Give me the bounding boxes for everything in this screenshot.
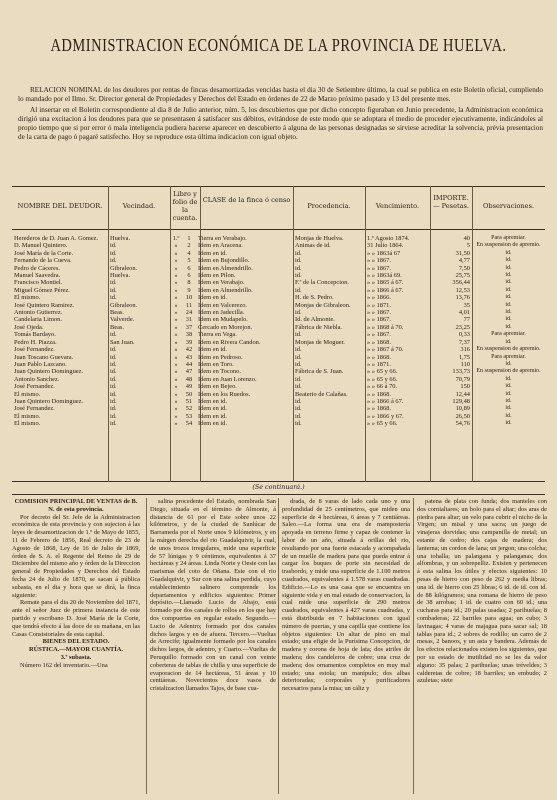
libro-cell: » [174,353,178,361]
clase-cell: Idem en Almendrillo. [198,286,253,294]
importe-cell: 12,44 [455,390,470,398]
vecindad-cell: id. [110,353,117,361]
clase-cell: Idem en Jadecilla. [198,309,245,317]
vencimiento-cell: » » 1868. [367,405,391,413]
folio-cell: 37 [185,323,193,331]
table-row [12,316,545,323]
libro-cell: » [174,257,178,265]
libro-cell: » [174,412,178,420]
clase-cell: Idem en id. [198,405,227,413]
folio-cell: 39 [185,338,193,346]
table-row [12,235,545,242]
libro-cell: » [174,368,178,376]
libro-cell: » [174,294,178,302]
observaciones-cell: id. [505,412,512,419]
vecindad-cell: id. [110,257,117,265]
column-3-body: drada, de 8 varas de lado cada uno y una profundidad de 25 centímetros, que miden una superficie de 4 hectáreas, 6 áreas y 7 centiáreas. Saleo.—La forma una era de mampostería apoyada en terreno firme y capaz de contener la labor de un año, situada á orillas del rio, resultando por una fuerte estacada y acompañada de un muelle de madera para que pueda entrar á cargar los buques de porte sin necesidad de trasbordo, y mide una superficie de 1.100 metros cuadrados, equivalentes á 1.578 varas cuadradas. Edificio.—Lo es una casa que se encuentra en siguiente vida y en mal estado de conservacion, la cual mide una superficie de 290 metros cuadrados, equivalentes á 427 varas cuadradas, y está distribuida en 7 habitaciones con igual número de puertas, y una capilla que contiene los objetos siguientes: Un altar de pino en mal estado; una efigie de la Purísima Concepcion, de madera y corona de hoja de lata; dos atriles de madera; dos candeleros de cobre; una cruz de madera; dos ornamentos completos en muy mal estado; una estola; un manípulo; dos albas deterioradas; corporales y purificadores necesarios para la misa; un cáliz y [282,498,410,693]
debtor-name-cell: José María de la Corte. [14,249,74,257]
vencimiento-cell: » » 1868. [367,390,391,398]
clase-cell: Idem en Valcerezo. [198,301,248,309]
vecindad-cell: id. [110,346,117,354]
observaciones-cell: Para apremiar. [491,331,526,338]
vecindad-cell: id. [110,375,117,383]
vecindad-cell: id. [110,279,117,287]
libro-cell: » [174,390,178,398]
header-vencimiento: Vencimiento. [375,202,420,210]
libro-cell: » [174,405,178,413]
libro-cell: » [174,309,178,317]
folio-cell: 44 [185,360,193,368]
table-row [12,405,545,412]
table-row [12,250,545,257]
importe-cell: 54,76 [455,420,470,428]
column-4 [417,498,547,798]
folio-cell: 50 [185,390,193,398]
procedencia-cell: id. [295,375,302,383]
folio-cell: 54 [185,420,193,428]
observaciones-cell: id. [505,397,512,404]
observaciones-cell: id. [505,286,512,293]
table-row [12,331,545,338]
table-row [12,354,545,361]
vencimiento-cell: » » 1868. [367,353,391,361]
importe-cell: 70,79 [455,375,470,383]
vecindad-cell: Huelva. [110,235,131,242]
observaciones-cell: id. [505,405,512,412]
column-1-body-2: Remate para el dia 20 de Noviembre del 1871, ante el señor Juez de primera instancia de este partido y escribano D. José María de la Corte, que tendrá efecto á las doce de su mañana, en las Casas Consistoriales de esta capital. [12,599,140,638]
vecindad-cell: id. [110,294,117,302]
observaciones-cell: id. [505,249,512,256]
libro-cell: » [174,331,178,339]
observaciones-cell: id. [505,360,512,367]
procedencia-cell: id. [295,286,302,294]
debtor-name-cell: Antonio Sanchez. [14,375,60,383]
importe-cell: 7,37 [458,338,470,346]
vecindad-cell: id. [110,412,117,420]
observaciones-cell: id. [505,375,512,382]
table-row [12,272,545,279]
observaciones-cell: id. [505,338,512,345]
debtor-name-cell: Herederos de D. Juan A. Gomez. [14,235,99,242]
folio-cell: 9 [187,286,191,294]
folio-cell: 47 [185,368,193,376]
debtor-name-cell: Candelaria Limon. [14,316,62,324]
procedencia-cell: Fábrica de S. Juan. [295,368,344,376]
procedencia-cell: id. [295,397,302,405]
procedencia-cell: F.ª de la Concepcion. [295,279,349,287]
folio-cell: 11 [185,301,193,309]
column-1-subheading-3: 3.ª subasta. [60,653,92,661]
vecindad-cell: id. [110,368,117,376]
vencimiento-cell: » » 1866. [367,294,391,302]
column-3 [282,498,410,798]
debtor-name-cell: Francisco Montiel. [14,279,63,287]
observaciones-cell: En suspension de apremio. [476,242,541,249]
debtor-name-cell: José Quintero Ramirez. [14,301,75,309]
vencimiento-cell: » » 65 y 66. [367,420,398,428]
header-clase: CLASE de la finca ó censo [202,196,291,204]
procedencia-cell: id. [295,346,302,354]
vencimiento-cell: » » 1867. [367,309,391,317]
table-row [12,413,545,420]
debtor-name-cell: Miguel Gómez Pérez. [14,286,70,294]
observaciones-cell: id. [505,383,512,390]
libro-cell: » [174,420,178,428]
folio-cell: 10 [185,294,193,302]
folio-cell: 8 [187,279,191,287]
importe-cell: 12,53 [455,286,470,294]
table-row [12,398,545,405]
importe-cell: 5 [466,242,470,250]
libro-cell: » [174,338,178,346]
importe-cell: 23,25 [455,323,470,331]
procedencia-cell: id. [295,383,302,391]
vencimiento-cell: » » 1867. [367,316,391,324]
folio-cell: 53 [185,412,193,420]
column-1-subheading-2: RÚSTICA.—MAYOR CUANTÍA. [28,646,124,654]
text-columns [10,498,550,798]
table-header-rule [12,229,545,230]
vecindad-cell: Beas. [110,323,125,331]
debtor-name-cell: Juan Pablo Lazcano. [14,360,67,368]
clase-cell: Idem en Pilon. [198,272,236,280]
clase-cell: Idem en Bujondillo. [198,257,250,265]
debtor-name-cell: Juan Toscano Guevara. [14,353,74,361]
vencimiento-cell: » » 1865 á 67. [367,279,404,287]
table-row [12,376,545,383]
procedencia-cell: id. [295,264,302,272]
vencimiento-cell: » » 1867 á 70. [367,346,404,354]
libro-cell: » [174,264,178,272]
vecindad-cell: id. [110,390,117,398]
vecindad-cell: Gibraleon. [110,301,138,309]
debtor-name-cell: D. Manuel Quintero. [14,242,68,250]
libro-cell: » [174,316,178,324]
table-header [12,186,545,228]
debtor-name-cell: José Fernandez. [14,383,55,391]
header-procedencia: Procedencia. [307,202,351,210]
importe-cell: 110 [460,360,470,368]
clase-cell: Idem en id. [198,294,227,302]
column-1-subheading: BIENES DEL ESTADO. [42,638,110,646]
clase-cell: Idem en Tocono. [198,368,241,376]
vecindad-cell: Huelva. [110,272,131,280]
folio-cell: 49 [185,383,193,391]
vencimiento-cell: » » 1867. [367,257,391,265]
table-row [12,324,545,331]
clase-cell: Idem en id. [198,249,227,257]
observaciones-cell: En suspension de apremio. [476,368,541,375]
libro-cell: » [174,360,178,368]
clase-cell: Idem en Almendrillo. [198,264,253,272]
table-row [12,287,545,294]
folio-cell: 31 [185,316,193,324]
debtor-name-cell: El mismo. [14,390,41,398]
observaciones-cell: id. [505,272,512,279]
observaciones-cell: id. [505,264,512,271]
procedencia-cell: id. [295,353,302,361]
clase-cell: Idem en id. [198,346,227,354]
vecindad-cell: id. [110,331,117,339]
folio-cell: 1 [187,235,191,242]
columns-top-rule [12,494,545,495]
libro-cell: » [174,397,178,405]
clase-cell: Idem en Juan Lorenzo. [198,375,257,383]
header-obs: Observaciones. [482,202,535,210]
libro-cell: » [174,279,178,287]
procedencia-cell: id. [295,257,302,265]
procedencia-cell: Animas de id. [295,242,331,250]
observaciones-cell: id. [505,257,512,264]
debtor-name-cell: Tomás Bardayo. [14,331,56,339]
observaciones-cell: id. [505,323,512,330]
table-row [12,242,545,249]
clase-cell: Idem en id. [198,420,227,428]
table-row [12,257,545,264]
vecindad-cell: id. [110,383,117,391]
debtor-name-cell: José Fernandez. [14,405,55,413]
clase-cell: Tierra en Verabajo. [198,235,247,242]
observaciones-cell: Para apremiar. [491,235,526,241]
procedencia-cell: id. [295,331,302,339]
libro-cell: » [174,249,178,257]
debtor-name-cell: Pedro H. Piazza. [14,338,57,346]
clase-cell: Tierra en Vega. [198,331,237,339]
vencimiento-cell: » » 66 á 70. [367,383,397,391]
debtor-name-cell: Juan Quintero Dominguez. [14,368,84,376]
intro-paragraph-1: RELACION NOMINAL de los deudores por rentas de fincas desamortizadas vencidas hasta el dia 30 de Setiembre último, la cual se publica en este Boletín oficial, cumpliendo lo mandado por el Ilmo. Sr. Director general de Propiedades y Derechos del Estado en órdenes de 22 de Marzo próximo pasado y 13 del presente mes. [18,86,543,104]
clase-cell: Idem en Rivera Candon. [198,338,261,346]
vencimiento-cell: 1.º Agosto 1874. [367,235,410,242]
debtor-name-cell: El mismo. [14,294,41,302]
folio-cell: 24 [185,309,193,317]
intro-text [18,86,543,144]
procedencia-cell: id. [295,420,302,428]
importe-cell: 26,50 [455,412,470,420]
column-1-heading: COMISION PRINCIPAL DE VENTAS de B. N. de esta provincia. [14,498,138,513]
debtor-name-cell: Manuel Saavedra. [14,272,61,280]
procedencia-cell: id. [295,272,302,280]
folio-cell: 6 [187,272,191,280]
column-2-body: salina procedente del Estado, nombrada San Diego, situada en el término de Almonte, á distancia de 61 por el Este sobre unos 22 kilómetros, y de la ciudad de Sanlúcar de Barrameda por el Norte unos 9 kilómetros, y en la márgen derecha del rio Guadalquivir, la cual, de unos trozos irregulares, mide una superficie de 57 lúnigas y 9 céntimos, equivalentes á 37 hectáreas y 24 áreas. Linda Norte y Oeste con las marismas del coto de Oñana. Este con el rio Guadalquivir, y Sur con una salina perdida, cuyo establecimiento salinero comprende los departamentos y edificios siguientes: Primer depósito.—Llamado Lucio de Abajo, está formado por dos canales de rollos en los que hay dos compuertas en regular estado. Segundo.—Lucio de Adentro; formado por dos canales dichos largos y en de afuera. Tercero.—Vueltas de Arrecife; igualmente formado por los canales dichos largos, de adentro, y Cuarto.—Vueltas de Peruquillo formado con un canal con veinte coberteras de tablas de chilla y una superficie de evaporacion de 14 hectáreas, 51 áreas y 10 centiáreas. Novecientos doce vasos de cristalizacion llamados Tajos, de base cua- [150,498,276,693]
vecindad-cell: Valverde. [110,316,135,324]
clase-cell: Idem en id. [198,412,227,420]
table-row [12,368,545,375]
debtor-name-cell: Fernando de la Cueva. [14,257,72,265]
observaciones-cell: id. [505,420,512,427]
vecindad-cell: id. [110,249,117,257]
importe-cell: 13,76 [455,294,470,302]
debtor-name-cell: Pedro de Cáceres. [14,264,60,272]
vencimiento-cell: » » 1866 y 67. [367,412,404,420]
header-libro: Libro y folio de la cuenta. [172,190,198,222]
debtors-table [12,235,545,428]
vencimiento-cell: » » 65 y 66. [367,368,398,376]
debtor-name-cell: Juan Quintero Dominguez. [14,397,84,405]
importe-cell: 77 [463,316,470,324]
table-row [12,309,545,316]
folio-cell: 5 [187,257,191,265]
folio-cell: 4 [187,249,191,257]
vecindad-cell: id. [110,242,117,250]
intro-paragraph-2: Al insertar en el Boletin correspondiente al dia 8 de Julio anterior, núm. 5, los descubiertos que por dicho concepto figuraban en Junio precedente, la Administracion económica dirigió una excitacion á los deudores para que se presentasen á satisfacer sus débitos, evitándose de este modo que se adoptara el medio de proceder ejecutivamente, indicándoles al propio tiempo que si por error ó mala inteligencia pudiera hacerse aparecer en descubierto á alguna de las personas designadas se sirviese acreditar la solvencia, prévia presentacion de la carta de pago ó pagaré satisfecho. Hoy se reproduce esta última indicacion con igual objeto. [18,105,543,142]
procedencia-cell: H. de S. Pedro. [295,294,334,302]
vecindad-cell: id. [110,405,117,413]
observaciones-cell: id. [505,294,512,301]
clase-cell: Idem en Mudapelo. [198,316,248,324]
observaciones-cell: Para apremiar. [491,353,526,360]
table-row [12,383,545,390]
clase-cell: Idem en Verabajo. [198,279,245,287]
observaciones-cell: id. [505,390,512,397]
column-1-last: Número 162 del inventario.—Una [20,661,108,669]
clase-cell: Cercado en Morejon. [198,323,253,331]
column-1 [12,498,140,798]
table-row [12,361,545,368]
procedencia-cell: id. [295,249,302,257]
table-row [12,346,545,353]
clase-cell: Idem en id. [198,397,227,405]
header-name: NOMBRE DEL DEUDOR. [17,202,103,210]
observaciones-cell: id. [505,279,512,286]
vecindad-cell: id. [110,360,117,368]
procedencia-cell: id. [295,405,302,413]
vencimiento-cell: » » 1871. [367,360,391,368]
debtor-name-cell: Antonio Gutierrez. [14,309,63,317]
clase-cell: Idem en Bejeo. [198,383,237,391]
vencimiento-cell: » » 65 y 66. [367,375,398,383]
importe-cell: 4,77 [458,257,470,265]
procedencia-cell: Fábrica de Niebla. [295,323,343,331]
observaciones-cell: id. [505,316,512,323]
vencimiento-cell: » » 1871. [367,301,391,309]
libro-cell: » [174,286,178,294]
importe-cell: 0,33 [458,331,470,339]
folio-cell: 6 [187,264,191,272]
vecindad-cell: Beas. [110,309,125,317]
procedencia-cell: Monjas de Moguer. [295,338,345,346]
folio-cell: 42 [185,346,193,354]
clase-cell: Idem en Toro. [198,360,234,368]
debtor-name-cell: El mismo. [14,420,41,428]
vecindad-cell: id. [110,420,117,428]
observaciones-cell: id. [505,301,512,308]
clase-cell: Idem en Pedroso. [198,353,243,361]
debtor-name-cell: José Fernandez. [14,346,55,354]
vecindad-cell: San Juan. [110,338,135,346]
libro-cell: » [174,301,178,309]
vencimiento-cell: » » 1866 á 67. [367,286,404,294]
importe-cell: 150 [460,383,470,391]
column-1-body: Por decreto del Sr. Jefe de la Administracion económica de esta provincia y con sujecion á las leyes de desamortizacion de 1.º de Mayo de 1855, 11 de Febrero de 1856, Real decreto de 23 de Agosto de 1868, Ley de 16 de Julio de 1869, órden de S. A. el Regente del Reino de 29 de Diciembre del mismo año y órden de la Direccion general de Propiedades y Derechos del Estado fecha 24 de Julio de 1870, se sacan á pública subasta, en el dia y hora que se dirá, la finca siguiente: [12,513,140,599]
importe-cell: 129,48 [452,397,470,405]
libro-cell: 1.º [172,235,180,242]
procedencia-cell: id. [295,412,302,420]
importe-cell: 10,89 [455,405,470,413]
procedencia-cell: Monjas de Gibraleon. [295,301,351,309]
importe-cell: 4,01 [458,309,470,317]
procedencia-cell: Beaterio de Calañas. [295,390,348,398]
table-row [12,420,545,427]
vencimiento-cell: » » 1868 á 70. [367,323,404,331]
importe-cell: 31,50 [455,249,470,257]
vencimiento-cell: » » 1867. [367,264,391,272]
procedencia-cell: id. [295,360,302,368]
importe-cell: 25,75 [455,272,470,280]
vencimiento-cell: » » 1866 á 67. [367,397,404,405]
observaciones-cell: id. [505,309,512,316]
table-bottom-rule [12,481,545,482]
table-row [12,265,545,272]
libro-cell: » [174,383,178,391]
importe-cell: 356,44 [452,279,470,287]
vencimiento-cell: » » 1867. [367,331,391,339]
table-row [12,391,545,398]
column-4-body: patena de plata con funda; dos manteles con dos cornialtares; un bolo para el altar; dos aras de piedra para altar; un velo para cubrir el nicho de la Virgen; un misal y una sacra; un juego de vinajeras dorvidas; una campanilla de metal; un estante de cedro; dos cajas de madera; dos lanterna; un cordon de lana; un jergon; una colcha; una tohalla; un palangana y palanganas; dos alfombras, y un sobrepelliz. Existen y pertenecen á esta salina los útiles y efectos siguientes: 10 pesas de hierro con peso de 262 y media libras; una id. de hierro con 25 libras; 6 id. de id. con id. de 88 kilógramos; una romana de hierro de peso de 38 arrobas; 1 id. de cuatro con 60 id.; una cucharas para id.; 20 palas usadas; 2 parihuelas; 8 combaderas; 22 barriles para agua; un cubo; 3 lavinagas; 4 varas de majagua para sacar sal; 18 tablas para id.; 2 sobres de rodillo; un carro de 2 mesas, 2 banoos, y un asta y bandera. Además de los efectos relacionados existen los siguientes, que por su estado de inutilidad no se les da valor alguno: 35 palas; 2 parihuelas; unas tréveldes; 3 calderetas de cobre; 18 barriles; un embudo; 2 azuletas; siete [417,498,547,685]
importe-cell: 7,50 [458,264,470,272]
clase-cell: Idem en Aracena. [198,242,243,250]
vencimiento-cell: » » 1868. [367,338,391,346]
page-title: ADMINISTRACION ECONÓMICA DE LA PROVINCIA DE HUELVA. [50,35,507,56]
libro-cell: » [174,242,178,250]
continuation-note: (Se continuará.) [252,483,305,491]
folio-cell: 51 [185,397,193,405]
libro-cell: » [174,323,178,331]
table-row [12,302,545,309]
table-row [12,279,545,286]
importe-cell: 1,75 [458,353,470,361]
folio-cell: 52 [185,405,193,413]
vencimiento-cell: » » 1863á 69. [367,272,402,280]
clase-cell: Idem en los Ruedos. [198,390,251,398]
libro-cell: » [174,346,178,354]
debtor-name-cell: El mismo. [14,412,41,420]
vecindad-cell: Gibraleon. [110,264,138,272]
header-vecindad: Vecindad. [122,202,156,210]
folio-cell: 48 [185,375,193,383]
procedencia-cell: Id. de Almonte. [295,316,335,324]
column-2 [150,498,276,798]
importe-cell: 316 [460,346,470,354]
libro-cell: » [174,375,178,383]
folio-cell: 43 [185,353,193,361]
debtor-name-cell: José Ojeda. [14,323,44,331]
importe-cell: 35 [463,301,470,309]
procedencia-cell: Monjas de Huelva. [295,235,344,242]
importe-cell: 40 [463,235,470,242]
vecindad-cell: id. [110,397,117,405]
procedencia-cell: id. [295,309,302,317]
folio-cell: 38 [185,331,193,339]
table-row [12,294,545,301]
libro-cell: » [174,272,178,280]
importe-cell: 133,73 [452,368,470,376]
vecindad-cell: id. [110,286,117,294]
observaciones-cell: En suspension de apremio. [476,346,541,353]
table-row [12,339,545,346]
header-importe: IMPORTE. — Pesetas. [432,194,470,210]
folio-cell: 2 [187,242,191,250]
vencimiento-cell: 31 Julio 1864. [367,242,404,250]
vencimiento-cell: » » 1863á 67 [367,249,401,257]
